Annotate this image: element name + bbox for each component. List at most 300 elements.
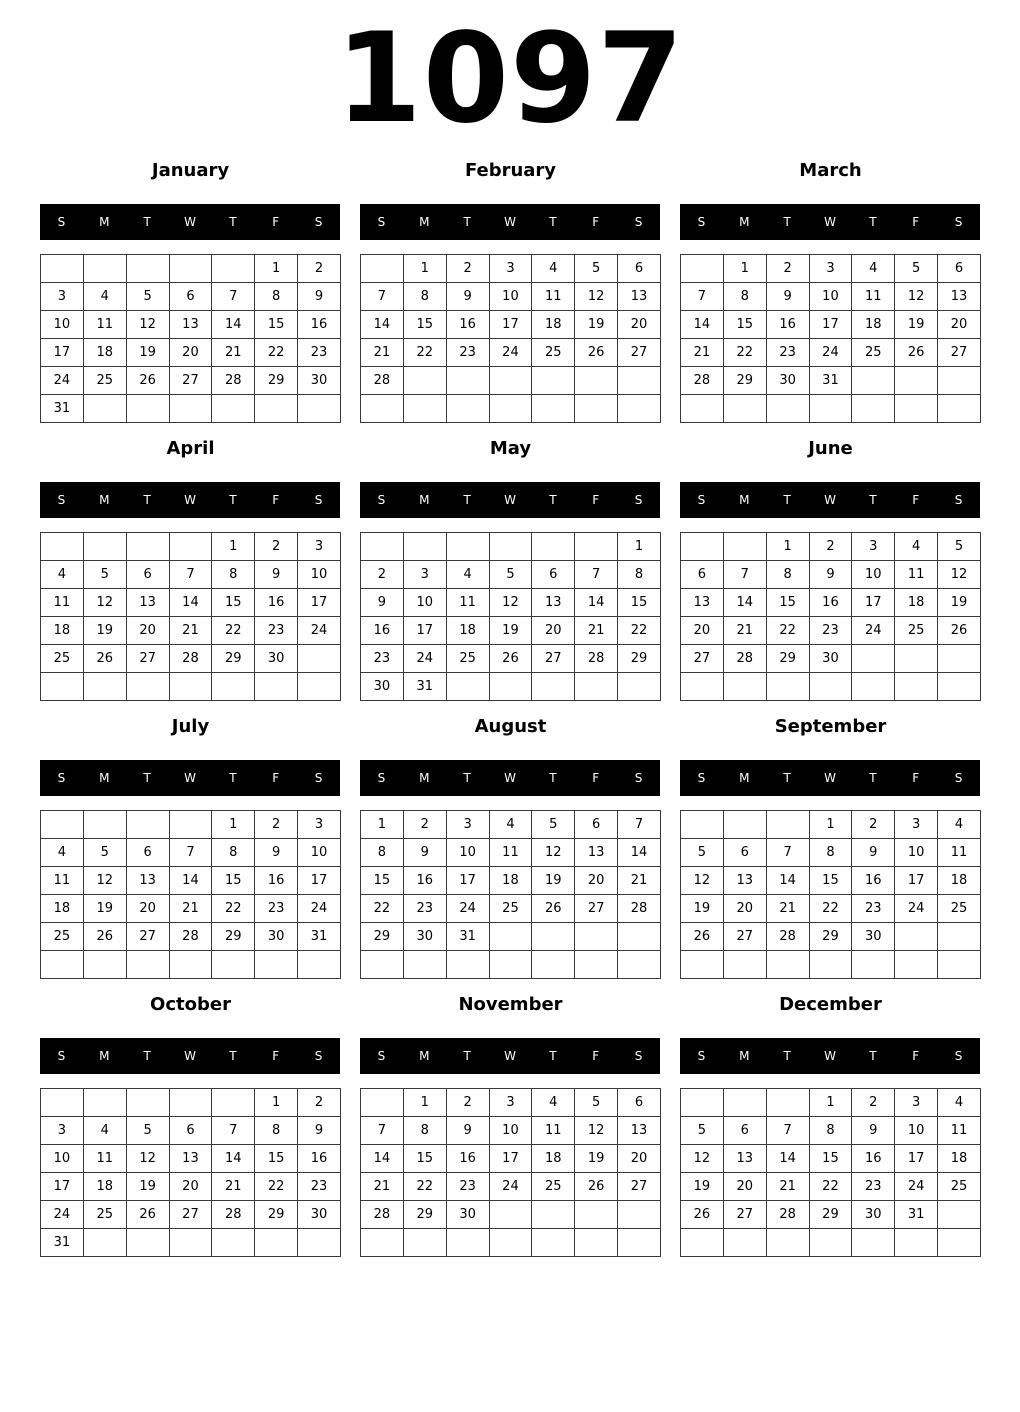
empty-day-cell bbox=[532, 533, 575, 561]
empty-day-cell bbox=[723, 951, 766, 979]
month-name: February bbox=[464, 160, 557, 181]
week-row bbox=[681, 1117, 981, 1145]
day-cell: 26 bbox=[681, 1201, 724, 1229]
weekday-label: S bbox=[377, 215, 386, 229]
day-cell: 22 bbox=[212, 617, 255, 645]
day-cell: 14 bbox=[766, 867, 809, 895]
day-grid bbox=[680, 532, 981, 701]
empty-day-cell bbox=[618, 395, 661, 423]
weekday-label: T bbox=[143, 215, 151, 229]
day-cell: 20 bbox=[723, 1173, 766, 1201]
day-cell: 13 bbox=[575, 839, 618, 867]
day-grid bbox=[40, 810, 341, 979]
day-cell: 13 bbox=[938, 283, 981, 311]
weekday-label: M bbox=[419, 493, 430, 507]
year-title: 1097 bbox=[335, 7, 685, 151]
empty-day-cell bbox=[169, 1229, 212, 1257]
day-cell: 6 bbox=[723, 1117, 766, 1145]
month-name: June bbox=[808, 438, 853, 459]
day-cell: 30 bbox=[852, 923, 895, 951]
empty-day-cell bbox=[83, 255, 126, 283]
empty-day-cell bbox=[938, 1201, 981, 1229]
day-cell: 22 bbox=[403, 339, 446, 367]
week-row bbox=[681, 1173, 981, 1201]
month-name: March bbox=[799, 160, 862, 181]
day-cell: 7 bbox=[169, 561, 212, 589]
day-cell: 18 bbox=[532, 1145, 575, 1173]
empty-day-cell bbox=[212, 673, 255, 701]
day-cell: 20 bbox=[126, 617, 169, 645]
day-cell: 8 bbox=[723, 283, 766, 311]
day-cell: 5 bbox=[895, 255, 938, 283]
empty-day-cell bbox=[489, 1201, 532, 1229]
day-cell: 7 bbox=[212, 283, 255, 311]
day-cell: 27 bbox=[126, 645, 169, 673]
empty-day-cell bbox=[126, 1089, 169, 1117]
day-cell: 31 bbox=[298, 923, 341, 951]
day-cell: 5 bbox=[126, 1117, 169, 1145]
day-cell: 21 bbox=[723, 617, 766, 645]
weekday-header bbox=[40, 760, 340, 796]
day-cell: 1 bbox=[361, 811, 404, 839]
empty-day-cell bbox=[575, 395, 618, 423]
day-cell: 20 bbox=[938, 311, 981, 339]
empty-day-cell bbox=[723, 673, 766, 701]
day-cell: 23 bbox=[809, 617, 852, 645]
day-cell: 16 bbox=[255, 589, 298, 617]
day-cell: 8 bbox=[361, 839, 404, 867]
day-cell: 27 bbox=[723, 1201, 766, 1229]
day-cell: 19 bbox=[938, 589, 981, 617]
day-cell: 11 bbox=[852, 283, 895, 311]
week-row bbox=[681, 395, 981, 423]
day-cell: 10 bbox=[41, 311, 84, 339]
empty-day-cell bbox=[298, 673, 341, 701]
day-cell: 18 bbox=[852, 311, 895, 339]
week-row bbox=[681, 867, 981, 895]
day-cell: 21 bbox=[169, 617, 212, 645]
day-cell: 6 bbox=[723, 839, 766, 867]
empty-day-cell bbox=[212, 1229, 255, 1257]
day-cell: 17 bbox=[489, 311, 532, 339]
day-cell: 26 bbox=[938, 617, 981, 645]
day-cell: 25 bbox=[532, 339, 575, 367]
day-cell: 13 bbox=[126, 867, 169, 895]
empty-day-cell bbox=[895, 395, 938, 423]
empty-day-cell bbox=[532, 367, 575, 395]
weekday-label: T bbox=[549, 215, 557, 229]
empty-day-cell bbox=[169, 255, 212, 283]
day-cell: 25 bbox=[41, 645, 84, 673]
week-row bbox=[361, 895, 661, 923]
weekday-label: T bbox=[783, 771, 791, 785]
weekday-label: M bbox=[419, 215, 430, 229]
day-cell: 23 bbox=[403, 895, 446, 923]
day-cell: 3 bbox=[298, 533, 341, 561]
empty-day-cell bbox=[41, 255, 84, 283]
day-cell: 21 bbox=[361, 339, 404, 367]
week-row bbox=[681, 617, 981, 645]
day-cell: 8 bbox=[809, 839, 852, 867]
day-cell: 16 bbox=[852, 867, 895, 895]
day-cell: 25 bbox=[41, 923, 84, 951]
weekday-label: F bbox=[272, 771, 280, 785]
week-row bbox=[41, 255, 341, 283]
day-cell: 7 bbox=[361, 1117, 404, 1145]
day-cell: 25 bbox=[83, 1201, 126, 1229]
week-row bbox=[681, 339, 981, 367]
day-cell: 7 bbox=[212, 1117, 255, 1145]
day-cell: 27 bbox=[575, 895, 618, 923]
day-cell: 18 bbox=[895, 589, 938, 617]
day-cell: 21 bbox=[575, 617, 618, 645]
weekday-label: F bbox=[272, 215, 280, 229]
day-cell: 10 bbox=[809, 283, 852, 311]
day-cell: 28 bbox=[169, 923, 212, 951]
day-cell: 22 bbox=[403, 1173, 446, 1201]
day-cell: 17 bbox=[41, 1173, 84, 1201]
empty-day-cell bbox=[126, 1229, 169, 1257]
day-cell: 27 bbox=[532, 645, 575, 673]
day-cell: 11 bbox=[41, 867, 84, 895]
empty-day-cell bbox=[126, 395, 169, 423]
day-cell: 30 bbox=[403, 923, 446, 951]
day-cell: 12 bbox=[681, 867, 724, 895]
week-row bbox=[361, 1173, 661, 1201]
empty-day-cell bbox=[403, 1229, 446, 1257]
day-cell: 11 bbox=[446, 589, 489, 617]
day-cell: 2 bbox=[766, 255, 809, 283]
day-cell: 4 bbox=[852, 255, 895, 283]
day-cell: 1 bbox=[255, 1089, 298, 1117]
day-cell: 25 bbox=[938, 1173, 981, 1201]
day-cell: 15 bbox=[212, 867, 255, 895]
empty-day-cell bbox=[361, 255, 404, 283]
empty-day-cell bbox=[681, 951, 724, 979]
day-cell: 21 bbox=[169, 895, 212, 923]
weekday-label: T bbox=[783, 215, 791, 229]
day-cell: 15 bbox=[212, 589, 255, 617]
day-grid bbox=[360, 532, 661, 701]
weekday-label: W bbox=[504, 215, 516, 229]
day-cell: 26 bbox=[532, 895, 575, 923]
weekday-label: W bbox=[824, 215, 836, 229]
week-row bbox=[361, 533, 661, 561]
empty-day-cell bbox=[681, 255, 724, 283]
day-cell: 9 bbox=[403, 839, 446, 867]
day-cell: 2 bbox=[255, 533, 298, 561]
day-cell: 29 bbox=[361, 923, 404, 951]
day-cell: 3 bbox=[403, 561, 446, 589]
weekday-header bbox=[40, 482, 340, 518]
day-cell: 13 bbox=[618, 283, 661, 311]
day-cell: 6 bbox=[938, 255, 981, 283]
day-cell: 12 bbox=[895, 283, 938, 311]
empty-day-cell bbox=[618, 951, 661, 979]
empty-day-cell bbox=[723, 1229, 766, 1257]
day-cell: 11 bbox=[532, 283, 575, 311]
day-cell: 15 bbox=[403, 311, 446, 339]
day-cell: 20 bbox=[169, 339, 212, 367]
day-cell: 20 bbox=[618, 311, 661, 339]
empty-day-cell bbox=[723, 811, 766, 839]
weekday-header bbox=[680, 482, 980, 518]
empty-day-cell bbox=[361, 951, 404, 979]
empty-day-cell bbox=[403, 533, 446, 561]
week-row bbox=[681, 1089, 981, 1117]
day-cell: 1 bbox=[212, 811, 255, 839]
day-cell: 9 bbox=[852, 1117, 895, 1145]
day-cell: 21 bbox=[766, 1173, 809, 1201]
day-cell: 4 bbox=[938, 1089, 981, 1117]
day-cell: 2 bbox=[446, 1089, 489, 1117]
weekday-label: T bbox=[869, 1049, 877, 1063]
day-cell: 11 bbox=[895, 561, 938, 589]
day-cell: 23 bbox=[255, 895, 298, 923]
day-cell: 14 bbox=[169, 589, 212, 617]
day-cell: 16 bbox=[446, 311, 489, 339]
empty-day-cell bbox=[575, 1201, 618, 1229]
day-cell: 1 bbox=[723, 255, 766, 283]
day-cell: 22 bbox=[723, 339, 766, 367]
day-cell: 30 bbox=[255, 923, 298, 951]
week-row bbox=[361, 811, 661, 839]
day-cell: 24 bbox=[403, 645, 446, 673]
weekday-label: F bbox=[592, 771, 600, 785]
empty-day-cell bbox=[895, 1229, 938, 1257]
day-cell: 7 bbox=[169, 839, 212, 867]
day-cell: 6 bbox=[681, 561, 724, 589]
empty-day-cell bbox=[255, 673, 298, 701]
day-cell: 3 bbox=[852, 533, 895, 561]
day-cell: 31 bbox=[41, 395, 84, 423]
day-cell: 24 bbox=[489, 339, 532, 367]
day-cell: 26 bbox=[83, 923, 126, 951]
empty-day-cell bbox=[446, 1229, 489, 1257]
empty-day-cell bbox=[403, 395, 446, 423]
empty-day-cell bbox=[361, 533, 404, 561]
empty-day-cell bbox=[532, 673, 575, 701]
week-row bbox=[41, 589, 341, 617]
day-cell: 29 bbox=[212, 645, 255, 673]
day-cell: 16 bbox=[403, 867, 446, 895]
week-row bbox=[681, 1145, 981, 1173]
day-cell: 14 bbox=[212, 1145, 255, 1173]
week-row bbox=[681, 923, 981, 951]
day-cell: 6 bbox=[126, 839, 169, 867]
day-cell: 13 bbox=[169, 1145, 212, 1173]
weekday-label: T bbox=[549, 493, 557, 507]
week-row bbox=[681, 673, 981, 701]
day-cell: 9 bbox=[298, 1117, 341, 1145]
weekday-label: M bbox=[99, 493, 110, 507]
empty-day-cell bbox=[766, 395, 809, 423]
week-row bbox=[361, 283, 661, 311]
week-row bbox=[681, 1201, 981, 1229]
day-grid bbox=[680, 810, 981, 979]
empty-day-cell bbox=[575, 367, 618, 395]
day-cell: 5 bbox=[575, 255, 618, 283]
day-cell: 6 bbox=[169, 1117, 212, 1145]
week-row bbox=[41, 839, 341, 867]
weekday-label: S bbox=[57, 1049, 66, 1063]
empty-day-cell bbox=[41, 1089, 84, 1117]
empty-day-cell bbox=[298, 645, 341, 673]
day-cell: 30 bbox=[298, 367, 341, 395]
week-row bbox=[361, 339, 661, 367]
month-name: November bbox=[458, 994, 563, 1015]
day-cell: 9 bbox=[852, 839, 895, 867]
day-cell: 6 bbox=[126, 561, 169, 589]
day-cell: 25 bbox=[895, 617, 938, 645]
empty-day-cell bbox=[575, 923, 618, 951]
day-cell: 10 bbox=[446, 839, 489, 867]
empty-day-cell bbox=[41, 673, 84, 701]
day-cell: 29 bbox=[403, 1201, 446, 1229]
day-cell: 20 bbox=[575, 867, 618, 895]
week-row bbox=[41, 673, 341, 701]
day-cell: 13 bbox=[723, 867, 766, 895]
day-cell: 18 bbox=[938, 1145, 981, 1173]
weekday-label: F bbox=[592, 493, 600, 507]
month-name: October bbox=[150, 994, 231, 1015]
week-row bbox=[41, 1201, 341, 1229]
weekday-label: M bbox=[739, 493, 750, 507]
day-cell: 8 bbox=[212, 839, 255, 867]
week-row bbox=[361, 617, 661, 645]
day-cell: 2 bbox=[403, 811, 446, 839]
day-cell: 10 bbox=[298, 839, 341, 867]
week-row bbox=[41, 895, 341, 923]
weekday-header bbox=[40, 204, 340, 240]
day-cell: 8 bbox=[618, 561, 661, 589]
day-cell: 18 bbox=[446, 617, 489, 645]
day-cell: 1 bbox=[212, 533, 255, 561]
weekday-label: W bbox=[824, 493, 836, 507]
empty-day-cell bbox=[766, 1229, 809, 1257]
day-cell: 12 bbox=[126, 311, 169, 339]
weekday-label: S bbox=[634, 493, 643, 507]
day-cell: 14 bbox=[766, 1145, 809, 1173]
weekday-label: S bbox=[314, 771, 323, 785]
day-cell: 4 bbox=[532, 255, 575, 283]
day-cell: 19 bbox=[575, 1145, 618, 1173]
empty-day-cell bbox=[361, 1229, 404, 1257]
weekday-label: W bbox=[504, 1049, 516, 1063]
weekday-label: T bbox=[229, 771, 237, 785]
day-cell: 19 bbox=[83, 895, 126, 923]
empty-day-cell bbox=[169, 811, 212, 839]
day-cell: 19 bbox=[489, 617, 532, 645]
day-cell: 24 bbox=[489, 1173, 532, 1201]
day-cell: 2 bbox=[809, 533, 852, 561]
week-row bbox=[361, 923, 661, 951]
weekday-label: T bbox=[463, 1049, 471, 1063]
day-cell: 13 bbox=[723, 1145, 766, 1173]
empty-day-cell bbox=[766, 811, 809, 839]
week-row bbox=[681, 811, 981, 839]
empty-day-cell bbox=[938, 673, 981, 701]
month-name: September bbox=[774, 716, 887, 737]
day-cell: 26 bbox=[83, 645, 126, 673]
empty-day-cell bbox=[532, 395, 575, 423]
week-row bbox=[361, 1201, 661, 1229]
day-cell: 13 bbox=[126, 589, 169, 617]
weekday-label: M bbox=[99, 771, 110, 785]
day-cell: 24 bbox=[41, 1201, 84, 1229]
day-cell: 14 bbox=[212, 311, 255, 339]
day-cell: 4 bbox=[938, 811, 981, 839]
empty-day-cell bbox=[83, 951, 126, 979]
empty-day-cell bbox=[681, 1089, 724, 1117]
empty-day-cell bbox=[852, 1229, 895, 1257]
weekday-label: F bbox=[592, 1049, 600, 1063]
day-cell: 19 bbox=[83, 617, 126, 645]
day-cell: 18 bbox=[83, 339, 126, 367]
weekday-label: W bbox=[824, 1049, 836, 1063]
day-cell: 2 bbox=[298, 255, 341, 283]
day-cell: 30 bbox=[361, 673, 404, 701]
day-cell: 12 bbox=[83, 589, 126, 617]
day-cell: 26 bbox=[126, 1201, 169, 1229]
week-row bbox=[41, 645, 341, 673]
day-cell: 23 bbox=[255, 617, 298, 645]
weekday-label: S bbox=[697, 493, 706, 507]
day-cell: 25 bbox=[852, 339, 895, 367]
day-cell: 14 bbox=[361, 1145, 404, 1173]
day-cell: 4 bbox=[895, 533, 938, 561]
empty-day-cell bbox=[809, 673, 852, 701]
weekday-label: S bbox=[634, 1049, 643, 1063]
day-cell: 12 bbox=[575, 1117, 618, 1145]
day-cell: 16 bbox=[766, 311, 809, 339]
empty-day-cell bbox=[575, 1229, 618, 1257]
empty-day-cell bbox=[169, 1089, 212, 1117]
week-row bbox=[41, 811, 341, 839]
week-row bbox=[681, 311, 981, 339]
day-cell: 28 bbox=[723, 645, 766, 673]
day-cell: 29 bbox=[255, 1201, 298, 1229]
day-cell: 24 bbox=[41, 367, 84, 395]
day-cell: 18 bbox=[83, 1173, 126, 1201]
empty-day-cell bbox=[41, 811, 84, 839]
day-cell: 9 bbox=[446, 283, 489, 311]
day-cell: 4 bbox=[532, 1089, 575, 1117]
weekday-label: M bbox=[739, 771, 750, 785]
day-cell: 26 bbox=[575, 1173, 618, 1201]
day-cell: 11 bbox=[83, 311, 126, 339]
day-cell: 19 bbox=[126, 1173, 169, 1201]
week-row bbox=[361, 673, 661, 701]
day-cell: 31 bbox=[809, 367, 852, 395]
day-cell: 28 bbox=[766, 923, 809, 951]
day-cell: 26 bbox=[126, 367, 169, 395]
weekday-label: M bbox=[419, 1049, 430, 1063]
day-cell: 10 bbox=[489, 1117, 532, 1145]
week-row bbox=[361, 395, 661, 423]
weekday-label: T bbox=[869, 493, 877, 507]
day-cell: 5 bbox=[83, 839, 126, 867]
day-cell: 25 bbox=[532, 1173, 575, 1201]
empty-day-cell bbox=[169, 533, 212, 561]
weekday-label: T bbox=[143, 1049, 151, 1063]
day-cell: 7 bbox=[361, 283, 404, 311]
day-cell: 23 bbox=[361, 645, 404, 673]
day-cell: 3 bbox=[895, 1089, 938, 1117]
day-cell: 15 bbox=[255, 1145, 298, 1173]
empty-day-cell bbox=[852, 395, 895, 423]
day-cell: 10 bbox=[403, 589, 446, 617]
